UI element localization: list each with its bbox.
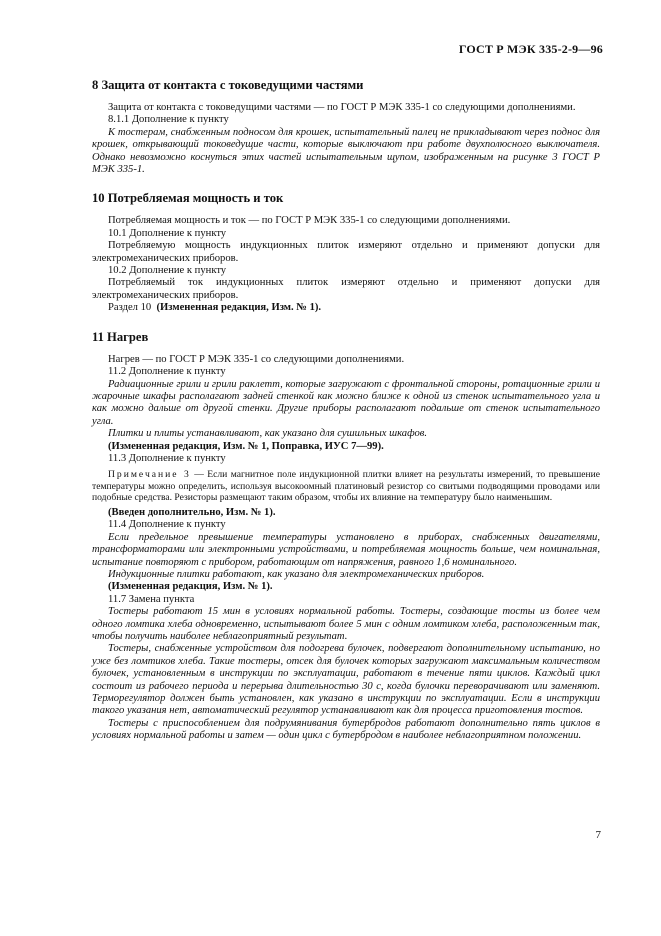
page-content (92, 78, 600, 743)
clause-10-2-text: Потребляемый ток индукционных плиток измеряют отдельно и применяют допуски для электромеханических приборов. (92, 277, 600, 301)
clause-11-2-text: Радиационные грили и грили раклетт, которые загружают с фронтальной стороны, ротационные грили и жарочные шкафы располагают задней стенкой как можно ближе к одной из стенок испытательного угла и как можно дальше от другой стенки. Другие приборы располагают подальше от стенок испытательного угла. (92, 378, 600, 427)
clause-10-1-text: Потребляемую мощность индукционных плиток измеряют отдельно и применяют допуски для электромеханических приборов. (92, 240, 600, 264)
clause-10-2-heading: 10.2 Дополнение к пункту (108, 265, 227, 277)
clause-11-2-text-2: Плитки и плиты устанавливают, как указано для сушильных шкафов. (108, 428, 428, 440)
amendment-note: (Введен дополнительно, Изм. № 1). (108, 506, 276, 518)
page-header: ГОСТ Р МЭК 335-2-9—96 (458, 42, 603, 56)
clause-11-2-heading: 11.2 Дополнение к пункту (108, 366, 226, 378)
section-10-paragraph: Потребляемая мощность и ток — по ГОСТ Р МЭК 335-1 со следующими дополнениями. (108, 215, 511, 227)
clause-11-7-text: Тостеры работают 15 мин в условиях нормальной работы. Тостеры, создающие тосты из более чем одного ломтика хлеба одновременно, испытывают более 5 мин с одним ломтиком хлеба, расположенным так, чтобы получить наиболее неблагоприятный результат. (92, 606, 600, 643)
clause-11-7-text-2: Тостеры, снабженные устройством для подогрева булочек, подвергают дополнительному испытанию, но уже без ломтиков хлеба. Такие тостеры, отсек для булочек которых загружают максимальным количеством булочек, установленным в инструкции по эксплуатации, работают в течение пяти циклов. Каждый цикл состоит из рабочего периода и перерыва длительностью 30 с, когда булочки переворачивают или заменяют. Терморегулятор должен быть установлен, как указано в инструкции по эксплуатации. Если в инструкции такого указания нет, автоматический регулятор устанавливают как для процесса приготовления тостов. (92, 643, 600, 717)
note-text: — Если магнитное поле индукционной плитки влияет на результаты измерений, то превышение температуры можно определить, используя высокоомный платиновый резистор со свитыми подводящими проводами или подобные средства. Резисторы размещают таким образом, чтобы их влияние на температуру было наименьшим. (92, 469, 600, 503)
clause-8-1-1-text: К тостерам, снабженным подносом для крошек, испытательный палец не прикладывают через поднос для крошек, открывающий токоведущие части, которые выключают при работе двухполюсного выключателя. Однако невозможно коснуться этих частей испытательным щупом, изображенным на рисунке 3 ГОСТ Р МЭК 335-1. (92, 126, 600, 176)
section-10-amendment (92, 302, 600, 314)
note-3 (92, 469, 600, 503)
section-10-title: 10 Потребляемая мощность и ток (92, 191, 284, 206)
clause-11-4-heading: 11.4 Дополнение к пункту (108, 519, 226, 531)
page-number: 7 (595, 829, 601, 841)
clause-11-7-text-3: Тостеры с приспособлением для подрумянивания бутербродов работают дополнительно пять циклов в условиях нормальной работы и затем — один цикл с бутербродом в наиболее неблагоприятном положении. (92, 717, 600, 742)
section-8-title: 8 Защита от контакта с токоведущими частями (92, 78, 364, 92)
clause-8-1-1-heading: 8.1.1 Дополнение к пункту (108, 114, 229, 126)
amendment-note: (Измененная редакция, Изм. № 1, Поправка, ИУС 7—99). (108, 440, 384, 452)
clause-11-4-text: Если предельное превышение температуры установлено в приборах, снабженных двигателями, трансформаторами или электронными устройствами, и потребляемая мощность больше, чем номинальная, испытание повторяют с прибором, работающим от напряжения, равного 1,6 номинального. (92, 531, 600, 568)
clause-11-7-heading: 11.7 Замена пункта (108, 593, 195, 605)
section-11-paragraph: Нагрев — по ГОСТ Р МЭК 335-1 со следующими дополнениями. (108, 353, 405, 365)
section-8-paragraph: Защита от контакта с токоведущими частями — по ГОСТ Р МЭК 335-1 со следующими дополнениями. (108, 102, 576, 113)
amendment-note: (Измененная редакция, Изм. № 1). (156, 302, 322, 314)
section-11-title: 11 Нагрев (92, 329, 149, 344)
clause-11-4-text-2: Индукционные плитки работают, как указано для электромеханических приборов. (108, 568, 485, 580)
clause-11-3-heading: 11.3 Дополнение к пункту (108, 452, 226, 464)
clause-10-1-heading: 10.1 Дополнение к пункту (108, 227, 227, 239)
note-label: Примечание 3 (108, 469, 191, 481)
amendment-note: (Измененная редакция, Изм. № 1). (108, 581, 273, 593)
section-10-ref: Раздел 10 (108, 302, 152, 314)
